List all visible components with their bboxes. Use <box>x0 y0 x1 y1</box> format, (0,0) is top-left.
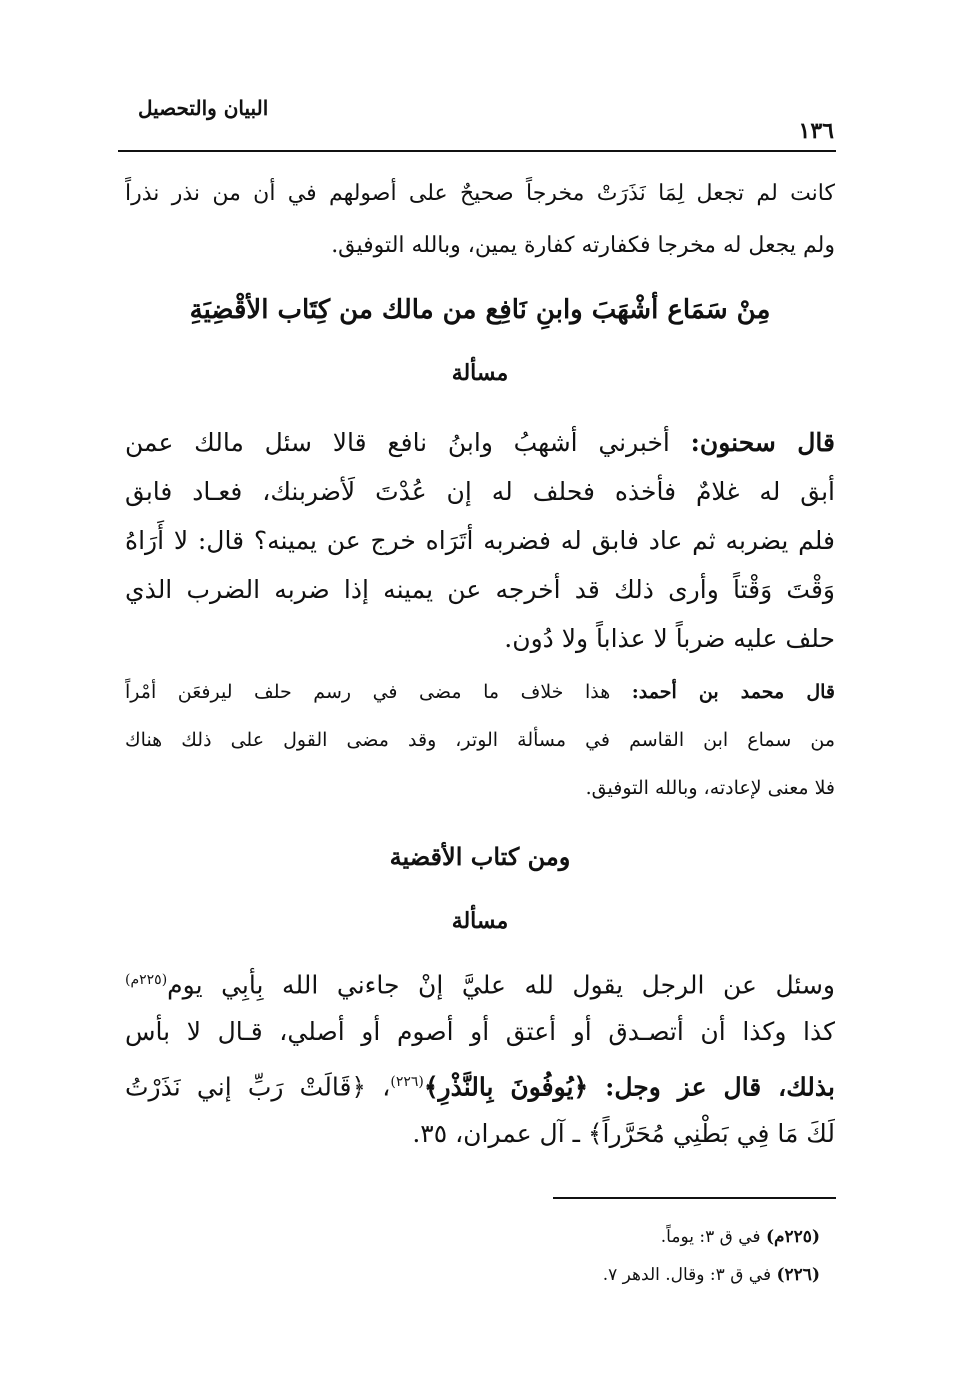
paragraph-question <box>125 955 835 1159</box>
section-heading: ومن كتاب الأقضية <box>389 842 571 871</box>
paragraph-continuation <box>125 168 835 272</box>
text-line <box>125 955 835 1006</box>
footnote-reference: (٢٢٥م) <box>125 972 168 988</box>
running-header <box>118 96 838 152</box>
text-fragment: وسئل عن الرجل يقول لله عليَّ إنْ جاءني الله بِأبِي يوم <box>167 970 835 1000</box>
footnote-divider <box>553 1197 836 1199</box>
paragraph-sahnun <box>125 418 835 663</box>
quran-quote: ، ﴿قَالَتْ رَبِّ إني نَذَرْتُ <box>125 1072 391 1102</box>
quran-quote: بذلك، قال عز وجل: ﴿يُوفُونَ بِالنَّذْرِ﴾ <box>423 1072 835 1102</box>
page-number: ١٣٦ <box>798 118 834 144</box>
footnotes <box>300 1218 820 1294</box>
footnote-number: (٢٢٥م) <box>765 1227 820 1247</box>
text-line: كانت لم تجعل لِمَا نَذَرَتْ مخرجاً صحيحٌ على أصولهم في أن من نذر نذراً <box>125 181 835 206</box>
footnote-text: في ق ٣: وقال. الدهر ٧. <box>602 1265 772 1285</box>
header-rule <box>118 150 836 152</box>
text-line: لَكَ مَا فِي بَطْنِي مُحَرَّراً﴾ ـ آل عمران، ٣٥. <box>412 1119 835 1148</box>
text-line <box>125 1057 835 1108</box>
footnote-text: في ق ٣: يوماً. <box>660 1227 761 1247</box>
text-line <box>125 418 835 467</box>
text-line: فلا معنى لإعادته، وبالله التوفيق. <box>585 777 835 799</box>
footnote-number: (٢٢٦) <box>776 1265 820 1285</box>
speaker-label: قال محمد بن أحمد: <box>631 681 835 703</box>
text-line: حلف عليه ضرباً لا عذاباً ولا دُون. <box>504 624 835 653</box>
text-line: كذا وكذا أن أتصـدق أو أعتق أو أصوم أو أصلي، قـال لا بأس <box>125 1017 835 1046</box>
text-line: فلم يضربه ثم عاد فابق له فضربه أتَرَاه خرج عن يمينه؟ قال: لا أَرَاهُ <box>125 526 835 555</box>
book-title: البيان والتحصيل <box>138 96 269 120</box>
section-subheading: مسألة <box>451 908 509 934</box>
speaker-label: قال سحنون: <box>690 428 835 457</box>
text-line: ولم يجعل له مخرجا فكفارته كفارة يمين، وبالله التوفيق. <box>331 233 835 258</box>
paragraph-commentary <box>125 668 835 812</box>
text-line: أبق له غلامٌ فأخذه فحلف له إن عُدْتَ لَأضربنك، فعـاد فابق <box>125 477 835 506</box>
text-line: وَقْتَ وَقْتاً وأرى ذلك قد أخرجه عن يمينه إذا ضربه الضرب الذي <box>125 575 835 604</box>
text-fragment: أخبرني أشهبُ وابنُ نافع قالا سئل مالك عمن <box>125 428 670 457</box>
text-fragment: هذا خلاف ما مضى في رسم حلف ليرفعَن أمْراً <box>125 681 611 703</box>
footnote <box>300 1256 820 1294</box>
footnote-reference: (٢٢٦) <box>390 1074 424 1090</box>
section-heading: مِنْ سَمَاع أشْهَبَ وابنِ نَافِع من مالك من كِتَاب الأقْضِيَةِ <box>189 295 771 325</box>
section-subheading: مسألة <box>451 360 509 386</box>
text-line <box>125 668 835 716</box>
footnote <box>300 1218 820 1256</box>
text-line: من سماع ابن القاسم في مسألة الوتر، وقد مضى القول على ذلك هناك <box>125 729 835 751</box>
